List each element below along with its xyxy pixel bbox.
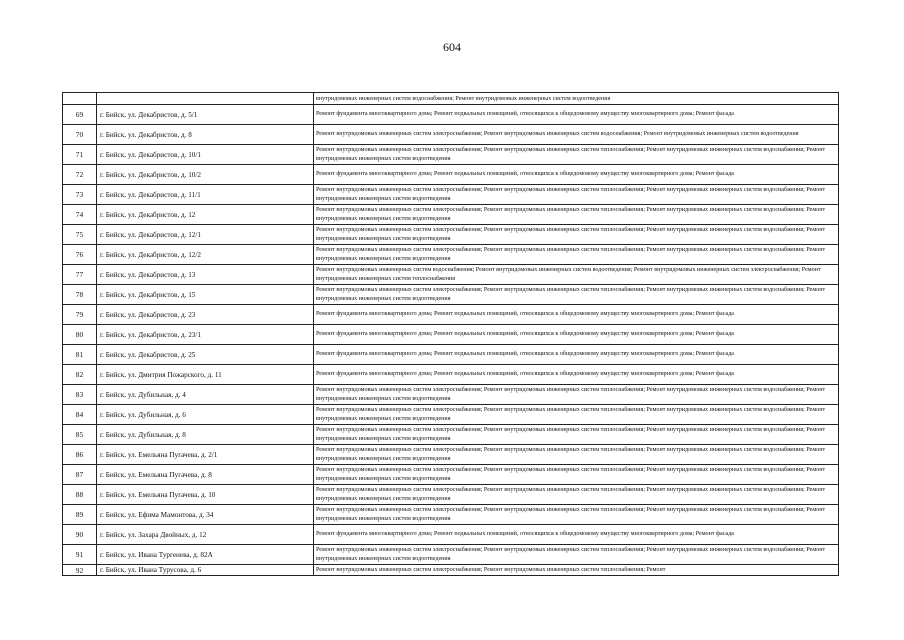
continuation-row [63,93,839,105]
row-number-cell: 75 [63,225,97,245]
works-cell: Ремонт внутридомовых инженерных систем электроснабжения; Ремонт внутридомовых инженерных систем теплоснабжения; Ремонт внутридомовых инженерных систем водоснабжения; Ремонт внутридомовых инженерных систем водоотведения [314,145,839,165]
table-row [63,165,839,185]
row-number-cell: 84 [63,405,97,425]
row-number-cell: 77 [63,265,97,285]
table-row [63,405,839,425]
address-cell: г. Бийск, ул. Дубильная, д. 4 [97,385,314,405]
address-cell: г. Бийск, ул. Декабристов, д. 11/1 [97,185,314,205]
address-cell: г. Бийск, ул. Декабристов, д. 12/2 [97,245,314,265]
address-cell: г. Бийск, ул. Декабристов, д. 15 [97,285,314,305]
table-row [63,425,839,445]
table-row [63,365,839,385]
row-number-cell: 70 [63,125,97,145]
table-row [63,285,839,305]
address-cell: г. Бийск, ул. Декабристов, д. 8 [97,125,314,145]
works-cell: Ремонт внутридомовых инженерных систем электроснабжения; Ремонт внутридомовых инженерных систем теплоснабжения; Ремонт внутридомовых инженерных систем водоснабжения; Ремонт внутридомовых инженерных систем водоотведения [314,205,839,225]
works-cell: Ремонт внутридомовых инженерных систем электроснабжения; Ремонт внутридомовых инженерных систем теплоснабжения; Ремонт внутридомовых инженерных систем водоснабжения; Ремонт внутридомовых инженерных систем водоотведения [314,465,839,485]
table-row [63,485,839,505]
row-number-cell: 85 [63,425,97,445]
works-cell: Ремонт фундамента многоквартирного дома; Ремонт подвальных помещений, относящихся к общедомовому имуществу многоквартирного дома; Ремонт фасада [314,525,839,545]
row-number-cell: 73 [63,185,97,205]
works-cell: Ремонт внутридомовых инженерных систем электроснабжения; Ремонт внутридомовых инженерных систем теплоснабжения; Ремонт внутридомовых инженерных систем водоснабжения; Ремонт внутридомовых инженерных систем водоотведения [314,445,839,465]
row-number-cell: 92 [63,565,97,576]
works-cell: Ремонт фундамента многоквартирного дома; Ремонт подвальных помещений, относящихся к общедомовому имуществу многоквартирного дома; Ремонт фасада [314,325,839,345]
row-number-cell: 78 [63,285,97,305]
row-number-cell: 90 [63,525,97,545]
works-cell: Ремонт фундамента многоквартирного дома; Ремонт подвальных помещений, относящихся к общедомовому имуществу многоквартирного дома; Ремонт фасада [314,365,839,385]
works-cell: Ремонт фундамента многоквартирного дома; Ремонт подвальных помещений, относящихся к общедомовому имуществу многоквартирного дома; Ремонт фасада [314,165,839,185]
works-cell: Ремонт фундамента многоквартирного дома; Ремонт подвальных помещений, относящихся к общедомовому имуществу многоквартирного дома; Ремонт фасада [314,305,839,325]
row-number-cell: 79 [63,305,97,325]
table-row [63,445,839,465]
address-cell: г. Бийск, ул. Дубильная, д. 6 [97,405,314,425]
row-number-cell: 86 [63,445,97,465]
table-row [63,225,839,245]
table-row [63,325,839,345]
address-cell: г. Бийск, ул. Декабристов, д. 13 [97,265,314,285]
table-row [63,545,839,565]
table-row [63,385,839,405]
address-cell: г. Бийск, ул. Декабристов, д. 12 [97,205,314,225]
row-number-cell: 82 [63,365,97,385]
address-cell: г. Бийск, ул. Дмитрия Пожарского, д. 11 [97,365,314,385]
address-cell: г. Бийск, ул. Декабристов, д. 23/1 [97,325,314,345]
address-cell: г. Бийск, ул. Ивана Тургенева, д. 82А [97,545,314,565]
address-cell: г. Бийск, ул. Декабристов, д. 5/1 [97,105,314,125]
table-row [63,145,839,165]
row-number-cell: 81 [63,345,97,365]
table-body [63,93,839,576]
works-cell: Ремонт фундамента многоквартирного дома; Ремонт подвальных помещений, относящихся к общедомовому имуществу многоквартирного дома; Ремонт фасада [314,345,839,365]
row-number-cell: 87 [63,465,97,485]
row-number-cell: 83 [63,385,97,405]
table-row [63,525,839,545]
address-cell: г. Бийск, ул. Декабристов, д. 12/1 [97,225,314,245]
address-cell: г. Бийск, ул. Ефима Мамонтова, д. 34 [97,505,314,525]
works-cell: Ремонт внутридомовых инженерных систем электроснабжения; Ремонт внутридомовых инженерных систем теплоснабжения; Ремонт внутридомовых инженерных систем водоснабжения; Ремонт внутридомовых инженерных систем водоотведения [314,425,839,445]
table-row [63,105,839,125]
address-cell: г. Бийск, ул. Декабристов, д. 25 [97,345,314,365]
address-cell: г. Бийск, ул. Дубильная, д. 8 [97,425,314,445]
works-cell: Ремонт внутридомовых инженерных систем электроснабжения; Ремонт внутридомовых инженерных систем теплоснабжения; Ремонт внутридомовых инженерных систем водоснабжения; Ремонт внутридомовых инженерных систем водоотведения [314,225,839,245]
table-row [63,505,839,525]
works-cell: Ремонт внутридомовых инженерных систем электроснабжения; Ремонт внутридомовых инженерных систем теплоснабжения; Ремонт [314,565,839,576]
address-cell: г. Бийск, ул. Декабристов, д. 10/1 [97,145,314,165]
row-number-cell: 76 [63,245,97,265]
row-number-cell: 91 [63,545,97,565]
row-number-cell: 72 [63,165,97,185]
table-row [63,345,839,365]
works-cell: Ремонт внутридомовых инженерных систем электроснабжения; Ремонт внутридомовых инженерных систем теплоснабжения; Ремонт внутридомовых инженерных систем водоснабжения; Ремонт внутридомовых инженерных систем водоотведения [314,385,839,405]
works-cell: Ремонт внутридомовых инженерных систем электроснабжения; Ремонт внутридомовых инженерных систем теплоснабжения; Ремонт внутридомовых инженерных систем водоснабжения; Ремонт внутридомовых инженерных систем водоотведения [314,545,839,565]
address-cell: г. Бийск, ул. Захара Двойных, д. 12 [97,525,314,545]
works-cell: Ремонт внутридомовых инженерных систем электроснабжения; Ремонт внутридомовых инженерных систем теплоснабжения; Ремонт внутридомовых инженерных систем водоснабжения; Ремонт внутридомовых инженерных систем водоотведения [314,245,839,265]
works-cell: Ремонт внутридомовых инженерных систем электроснабжения; Ремонт внутридомовых инженерных систем теплоснабжения; Ремонт внутридомовых инженерных систем водоснабжения; Ремонт внутридомовых инженерных систем водоотведения [314,485,839,505]
table-row [63,465,839,485]
works-cell: Ремонт внутридомовых инженерных систем электроснабжения; Ремонт внутридомовых инженерных систем теплоснабжения; Ремонт внутридомовых инженерных систем водоснабжения; Ремонт внутридомовых инженерных систем водоотведения [314,285,839,305]
works-cell: Ремонт внутридомовых инженерных систем электроснабжения; Ремонт внутридомовых инженерных систем теплоснабжения; Ремонт внутридомовых инженерных систем водоснабжения; Ремонт внутридомовых инженерных систем водоотведения [314,185,839,205]
works-cell: Ремонт внутридомовых инженерных систем электроснабжения; Ремонт внутридомовых инженерных систем теплоснабжения; Ремонт внутридомовых инженерных систем водоснабжения; Ремонт внутридомовых инженерных систем водоотведения [314,405,839,425]
address-cell: г. Бийск, ул. Ивана Турусова, д. 6 [97,565,314,576]
works-cell: Ремонт внутридомовых инженерных систем электроснабжения; Ремонт внутридомовых инженерных систем теплоснабжения; Ремонт внутридомовых инженерных систем водоснабжения; Ремонт внутридомовых инженерных систем водоотведения [314,505,839,525]
row-number-cell: 71 [63,145,97,165]
address-cell: г. Бийск, ул. Емельяна Пугачева, д. 8 [97,465,314,485]
continuation-works-cell: внутридомовых инженерных систем водоснабжения; Ремонт внутридомовых инженерных систем водоотведения [314,93,839,105]
table-row [63,245,839,265]
table-row [63,185,839,205]
table-row [63,125,839,145]
table-row [63,305,839,325]
row-number-cell: 89 [63,505,97,525]
table-row [63,265,839,285]
works-cell: Ремонт внутридомовых инженерных систем электроснабжения; Ремонт внутридомовых инженерных систем водоснабжения; Ремонт внутридомовых инженерных систем водоотведения [314,125,839,145]
row-number-cell: 88 [63,485,97,505]
houses-repair-table [62,92,839,576]
row-number-cell: 69 [63,105,97,125]
works-cell: Ремонт внутридомовых инженерных систем водоснабжения; Ремонт внутридомовых инженерных систем водоотведения; Ремонт внутридомовых инженерных систем электроснабжения; Ремонт внутридомовых инженерных систем теплоснабжения [314,265,839,285]
row-number-cell: 80 [63,325,97,345]
works-cell: Ремонт фундамента многоквартирного дома; Ремонт подвальных помещений, относящихся к общедомовому имуществу многоквартирного дома; Ремонт фасада [314,105,839,125]
address-cell: г. Бийск, ул. Декабристов, д. 23 [97,305,314,325]
address-cell: г. Бийск, ул. Емельяна Пугачева, д. 2/1 [97,445,314,465]
continuation-address-cell [97,93,314,105]
page-number: 604 [443,40,461,54]
address-cell: г. Бийск, ул. Емельяна Пугачева, д. 10 [97,485,314,505]
row-number-cell: 74 [63,205,97,225]
table-row [63,205,839,225]
address-cell: г. Бийск, ул. Декабристов, д. 10/2 [97,165,314,185]
continuation-num-cell [63,93,97,105]
table-row [63,565,839,576]
